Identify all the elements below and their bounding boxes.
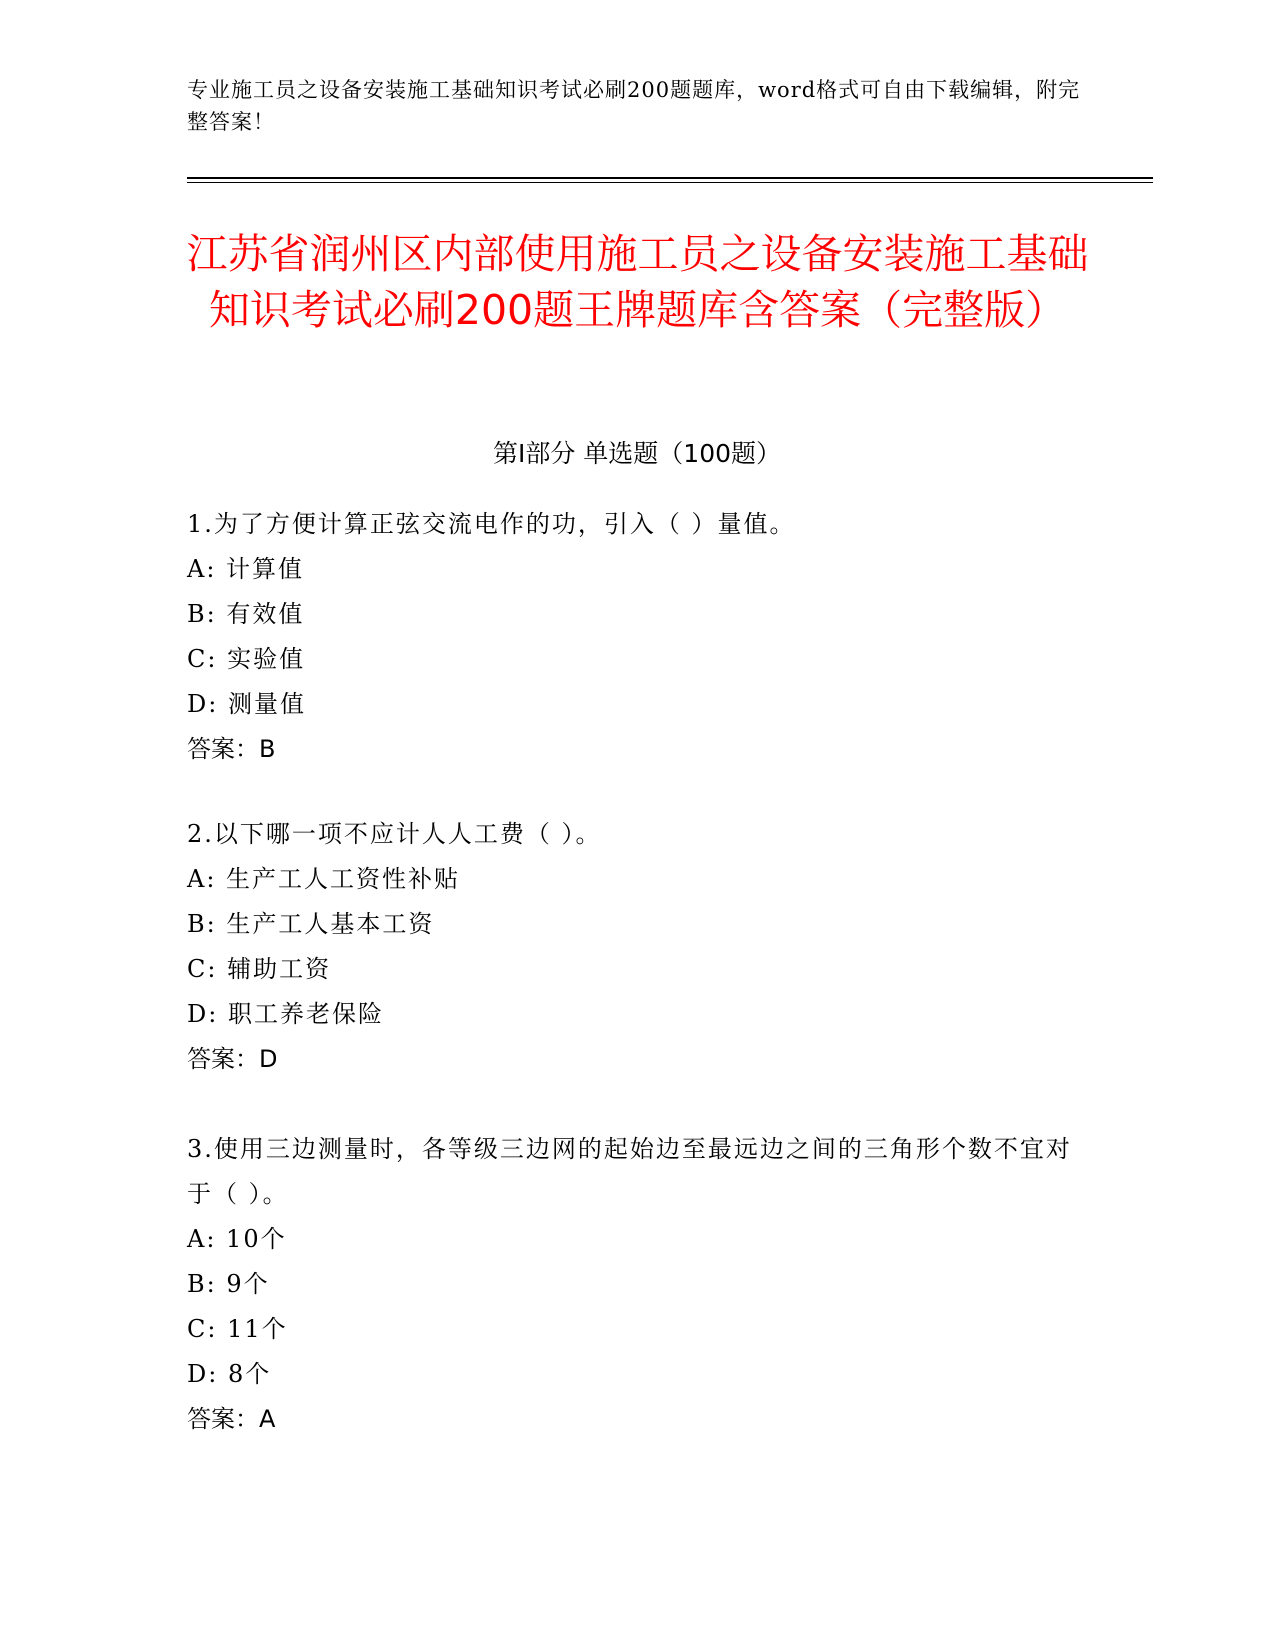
option-b: B: 有效值 xyxy=(187,600,305,628)
question-1 xyxy=(187,502,1087,772)
option-c: C: 11个 xyxy=(187,1315,288,1343)
question-stem: 3.使用三边测量时，各等级三边网的起始边至最远边之间的三角形个数不宜对于（ ）。 xyxy=(187,1135,1072,1208)
option-d: D: 测量值 xyxy=(187,690,306,718)
question-stem: 1.为了方便计算正弦交流电作的功，引入（ ）量值。 xyxy=(187,510,796,538)
option-a: A: 计算值 xyxy=(187,555,305,583)
answer: 答案：B xyxy=(187,735,276,763)
option-c: C: 辅助工资 xyxy=(187,955,332,983)
option-d: D: 8个 xyxy=(187,1360,272,1388)
answer: 答案：D xyxy=(187,1045,278,1073)
header-note: 专业施工员之设备安装施工基础知识考试必刷200题题库，word格式可自由下载编辑，附完整答案！ xyxy=(187,78,1081,134)
option-c: C: 实验值 xyxy=(187,645,306,673)
answer: 答案：A xyxy=(187,1405,276,1433)
option-d: D: 职工养老保险 xyxy=(187,1000,384,1028)
header-divider-thin xyxy=(187,182,1153,183)
header-divider-thick xyxy=(187,177,1153,179)
question-3 xyxy=(187,1127,1087,1442)
section-heading: 第I部分 单选题（100题） xyxy=(492,439,782,468)
option-b: B: 生产工人基本工资 xyxy=(187,910,435,938)
option-a: A: 10个 xyxy=(187,1225,287,1253)
document-title: 江苏省润州区内部使用施工员之设备安装施工基础知识考试必刷200题王牌题库含答案（完整版） xyxy=(186,230,1089,334)
option-a: A: 生产工人工资性补贴 xyxy=(187,865,461,893)
question-stem: 2.以下哪一项不应计人人工费（ ）。 xyxy=(187,820,602,848)
question-2 xyxy=(187,812,1087,1082)
option-b: B: 9个 xyxy=(187,1270,270,1298)
